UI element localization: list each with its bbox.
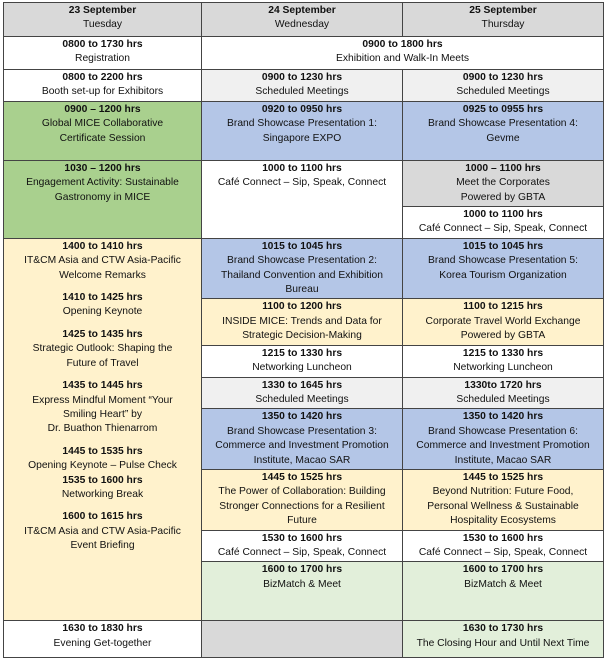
session-title: Express Mindful Moment “Your: [32, 394, 173, 406]
session-time: 1330to 1720 hrs: [464, 379, 542, 391]
session-title: Thailand Convention and Exhibition: [220, 269, 383, 281]
session-title: Brand Showcase Presentation 2:: [227, 255, 377, 267]
session-cell: [403, 238, 604, 299]
table-row: [4, 621, 604, 658]
session-time: 1015 to 1045 hrs: [261, 240, 343, 252]
session-time: 1535 to 1600 hrs: [62, 474, 143, 486]
session-title: IT&CM Asia and CTW Asia-Pacific: [24, 255, 181, 267]
session-time: 1530 to 1600 hrs: [462, 532, 544, 544]
program-item: [6, 240, 199, 283]
session-time: 1600 to 1700 hrs: [261, 564, 343, 576]
session-title: Event Briefing: [70, 540, 135, 552]
session-title: Strategic Decision-Making: [242, 330, 362, 342]
day-weekday: Tuesday: [82, 19, 123, 31]
table-row: [4, 101, 604, 160]
session-time: 1630 to 1830 hrs: [62, 623, 143, 635]
session-time: 1330 to 1645 hrs: [261, 379, 343, 391]
session-title: Global MICE Collaborative: [41, 118, 164, 130]
session-time: 1630 to 1730 hrs: [462, 623, 544, 635]
session-time: 1100 to 1215 hrs: [463, 301, 543, 313]
session-time: 1445 to 1525 hrs: [462, 471, 544, 483]
session-cell: [202, 345, 403, 377]
session-title: Brand Showcase Presentation 6:: [428, 425, 578, 437]
session-time: 1445 to 1525 hrs: [261, 471, 343, 483]
session-time: 0900 to 1230 hrs: [462, 72, 544, 83]
header-row: [4, 3, 604, 37]
session-title: Singapore EXPO: [262, 132, 342, 144]
session-title: Scheduled Meetings: [255, 393, 349, 405]
session-time: 1000 – 1100 hrs: [465, 162, 541, 174]
program-item: [6, 445, 199, 474]
session-title: Commerce and Investment Promotion: [416, 440, 590, 452]
session-title: Powered by GBTA: [460, 191, 546, 203]
session-cell: [202, 562, 403, 621]
session-title: Scheduled Meetings: [456, 393, 550, 405]
session-cell: [4, 101, 202, 160]
session-time: 1215 to 1330 hrs: [462, 347, 544, 359]
empty-cell: [202, 621, 403, 658]
session-title: Scheduled Meetings: [456, 86, 550, 98]
session-cell: [202, 530, 403, 562]
session-title: Exhibition and Walk-In Meets: [336, 53, 469, 65]
session-title: Certificate Session: [59, 132, 146, 144]
session-cell: [403, 345, 604, 377]
session-time: 1445 to 1535 hrs: [62, 445, 143, 457]
session-title: Brand Showcase Presentation 3:: [227, 425, 377, 437]
session-time: 1600 to 1700 hrs: [462, 564, 544, 576]
session-time: 0920 to 0950 hrs: [261, 103, 343, 115]
session-time: 0925 to 0955 hrs: [462, 103, 544, 115]
session-title: Future of Travel: [66, 357, 139, 369]
session-cell: [403, 562, 604, 621]
program-item: [6, 379, 199, 437]
session-title: Networking Luncheon: [252, 362, 352, 374]
day-header-thu: [403, 3, 604, 37]
session-cell: [403, 299, 604, 345]
program-item: [6, 474, 199, 503]
session-time: 0900 to 1230 hrs: [261, 72, 343, 83]
table-row: [4, 70, 604, 102]
day-date: 24 September: [268, 5, 336, 16]
session-title: Engagement Activity: Sustainable: [26, 177, 179, 189]
session-time: 1215 to 1330 hrs: [261, 347, 343, 359]
program-item: [6, 328, 199, 371]
schedule-table: [3, 2, 604, 658]
session-cell: [403, 377, 604, 409]
table-row: [4, 238, 604, 299]
session-title: Scheduled Meetings: [255, 86, 349, 98]
session-cell: [403, 621, 604, 658]
session-cell: [4, 37, 202, 70]
session-time: 1400 to 1410 hrs: [62, 240, 143, 252]
session-time: 1100 to 1200 hrs: [262, 301, 342, 313]
session-title: Gastronomy in MICE: [54, 191, 151, 203]
session-cell: [202, 70, 403, 102]
session-time: 1350 to 1420 hrs: [261, 411, 343, 423]
session-title: Smiling Heart” by: [63, 408, 142, 420]
day-date: 25 September: [469, 5, 537, 16]
session-time: 1410 to 1425 hrs: [62, 292, 143, 304]
session-title: Café Connect – Sip, Speak, Connect: [418, 546, 588, 558]
session-title: Strategic Outlook: Shaping the: [32, 343, 173, 355]
session-cell: [202, 101, 403, 160]
session-title: Registration: [75, 53, 130, 65]
session-time: 1030 – 1200 hrs: [64, 162, 141, 174]
session-title: The Power of Collaboration: Building: [218, 486, 386, 498]
session-title: Networking Break: [61, 488, 144, 500]
session-title: Personal Wellness & Sustainable: [427, 500, 579, 512]
session-title: Café Connect – Sip, Speak, Connect: [418, 223, 588, 235]
session-cell: [202, 37, 604, 70]
session-title: Welcome Remarks: [59, 269, 146, 281]
session-title: IT&CM Asia and CTW Asia-Pacific: [24, 525, 181, 537]
session-cell: [4, 621, 202, 658]
session-title: Bureau: [285, 284, 319, 296]
session-title: Café Connect – Sip, Speak, Connect: [217, 177, 387, 189]
session-title: Korea Tourism Organization: [439, 269, 567, 281]
session-title: Gevme: [486, 132, 520, 144]
session-title: Brand Showcase Presentation 5:: [428, 255, 578, 267]
session-title: Hospitality Ecosystems: [450, 515, 556, 527]
table-row: [4, 160, 604, 206]
session-time: 1000 to 1100 hrs: [463, 209, 543, 221]
session-title: Powered by GBTA: [460, 330, 546, 342]
day-header-wed: [202, 3, 403, 37]
program-item: [6, 291, 199, 320]
session-title: BizMatch & Meet: [464, 578, 542, 590]
session-time: 1600 to 1615 hrs: [62, 511, 143, 523]
session-cell: [202, 409, 403, 470]
session-title: Brand Showcase Presentation 4:: [428, 118, 578, 130]
session-title: Networking Luncheon: [453, 362, 553, 374]
session-cell: [202, 469, 403, 530]
session-title: Institute, Macao SAR: [253, 454, 351, 466]
session-cell: [403, 101, 604, 160]
session-cell: [403, 469, 604, 530]
session-title: Future: [287, 515, 317, 527]
program-item: [6, 510, 199, 553]
session-title: Beyond Nutrition: Future Food,: [432, 486, 574, 498]
session-time: 0900 to 1800 hrs: [362, 39, 443, 50]
session-time: 1350 to 1420 hrs: [462, 411, 544, 423]
session-cell: [202, 238, 403, 299]
table-row: [4, 37, 604, 70]
session-cell: [202, 160, 403, 238]
day-weekday: Wednesday: [274, 19, 330, 31]
session-title: Corporate Travel World Exchange: [425, 315, 581, 327]
session-cell: [403, 409, 604, 470]
session-title: Booth set-up for Exhibitors: [41, 86, 164, 98]
session-time: 0800 to 2200 hrs: [62, 72, 143, 83]
session-cell: [202, 299, 403, 345]
day-weekday: Thursday: [481, 19, 525, 31]
session-time: 1435 to 1445 hrs: [62, 380, 143, 392]
session-title: Brand Showcase Presentation 1:: [227, 118, 377, 130]
session-cell: [403, 160, 604, 206]
session-time: 0900 – 1200 hrs: [64, 103, 141, 115]
session-time: 1425 to 1435 hrs: [62, 328, 143, 340]
session-title: Institute, Macao SAR: [454, 454, 552, 466]
session-cell: [4, 160, 202, 238]
session-time: 0800 to 1730 hrs: [62, 39, 143, 50]
session-cell: [4, 70, 202, 102]
session-title: Stronger Connections for a Resilient: [219, 500, 385, 512]
session-title: Dr. Buathon Thienarrom: [47, 423, 158, 435]
session-time: 1015 to 1045 hrs: [462, 240, 544, 252]
session-cell: [202, 377, 403, 409]
session-title: Meet the Corporates: [456, 177, 550, 189]
session-title: Café Connect – Sip, Speak, Connect: [217, 546, 387, 558]
session-cell: [403, 530, 604, 562]
session-title: INSIDE MICE: Trends and Data for: [222, 315, 382, 327]
session-title: Opening Keynote – Pulse Check: [28, 460, 177, 472]
session-cell: [403, 207, 604, 239]
session-time: 1530 to 1600 hrs: [261, 532, 343, 544]
afternoon-program-cell: [4, 238, 202, 621]
session-title: The Closing Hour and Until Next Time: [416, 637, 590, 649]
session-title: Opening Keynote: [62, 306, 143, 318]
session-title: Evening Get-together: [53, 637, 152, 649]
session-cell: [403, 70, 604, 102]
session-time: 1000 to 1100 hrs: [262, 162, 342, 174]
session-title: BizMatch & Meet: [263, 578, 341, 590]
day-header-tue: [4, 3, 202, 37]
day-date: 23 September: [68, 5, 137, 16]
session-title: Commerce and Investment Promotion: [215, 440, 389, 452]
